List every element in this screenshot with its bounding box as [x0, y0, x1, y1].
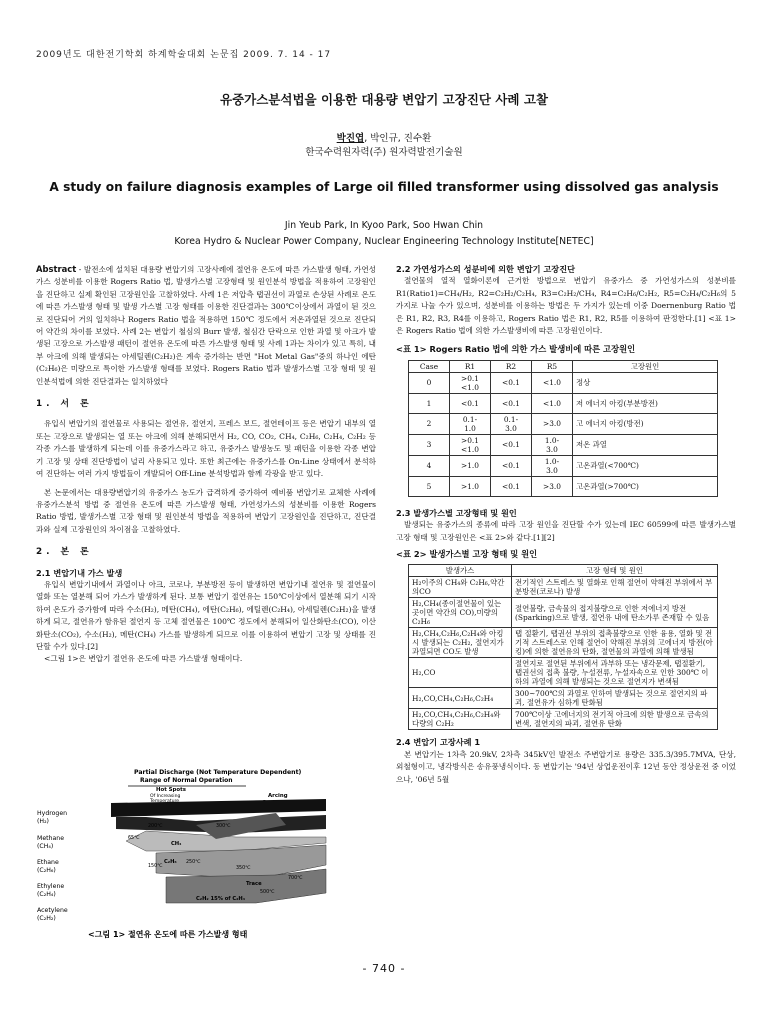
english-authors: Jin Yeub Park, In Kyoo Park, Soo Hwan Chin — [284, 220, 484, 231]
page-number: - 740 - — [362, 962, 406, 975]
header-case: Case — [409, 360, 450, 372]
section-2-4-title: 2.4 변압기 고장사례 1 — [396, 737, 481, 748]
cell-r2-line1: <0.1 — [502, 440, 520, 450]
gas-generation-chart — [36, 765, 336, 945]
table-row — [409, 476, 718, 496]
cell-case: 2 — [409, 413, 450, 434]
section-2-3-title: 2.3 발생가스별 고장형태 및 원인 — [396, 507, 517, 518]
cell-cause: 고온과열(<700℃) — [573, 455, 718, 476]
cell-r2-line1: <0.1 — [502, 461, 520, 471]
gas-formula-ethane: (C₂H₆) — [37, 867, 56, 874]
intro-paragraph-2: 본 논문에서는 대용량변압기의 유중가스 농도가 급격하게 증가하여 예비품 변압기로 교체한 사례에 유중가스분석 방법 중 절연유 온도에 따른 가스발생 형태, 가연성가스의 성분비를 이용한 Rogers Ratio 방법, 발생가스별 고장 형태 및 원인분석 방법을 적용하여 변압기 고장원인을 진단하고, 진단결과와 실제 고장원인의 차이점을 고찰하였다. — [36, 487, 376, 534]
section-2-2-text: 절연물의 열적 열화이론에 근거한 방법으로 변압기 유중가스 중 가연성가스의 성분비를 R1(Ratio1)=CH₄/H₂, R2=C₂H₂/C₂H₄, R3=C₂H₂/CH₄, R4=C₂H₆/C₂H₂, R5=C₂H₄/C₂H₆의 5가지로 나눌 수가 있으며, 성분비를 이용하는 방법은 두 가지가 있는데 이중 Doernenburg Ratio 법은 R1, R2, R3, R4를 이용하고, Rogers Ratio 법은 R1, R2, R5를 이용하여 판정한다.[1] <표 1>은 Rogers Ratio 법에 의한 가스발생비에 따른 고장원인이다. — [396, 276, 736, 336]
rogers-ratio-table — [408, 360, 718, 497]
cell-gas: H₂,CH₄(종이절연물이 있는 곳이면 약간의 CO),미량의 C₂H₆ — [409, 598, 512, 628]
figure-1 — [36, 765, 336, 945]
table-row — [409, 688, 718, 709]
cell-r2-line2: 3.0 — [505, 423, 517, 433]
cell-case: 0 — [409, 372, 450, 393]
conference-header: 2009년도 대한전기학회 하계학술대회 논문집 2009. 7. 14 - 17 — [36, 50, 332, 60]
table-row — [409, 372, 718, 393]
cell-r5-line1: >3.0 — [543, 481, 561, 491]
cell-gas: H₂,CO,CH₄,C₂H₆,C₂H₄ — [409, 688, 512, 709]
cell-r5 — [532, 434, 573, 455]
header-r1: R1 — [450, 360, 491, 372]
cell-fault-cause: 700℃이상 고에너지의 전기적 아크에 의한 발생으로 금속의 변색, 절연지의 파괴, 절연유 탄화 — [512, 709, 718, 730]
cell-r1-line1: >1.0 — [461, 461, 479, 471]
cell-case: 3 — [409, 434, 450, 455]
temp-label-500: 500℃ — [260, 890, 275, 895]
cell-cause: 저온 과열 — [573, 434, 718, 455]
inner-label-ch4: CH₄ — [171, 841, 182, 847]
inner-label-c2h6: C₂H₆ — [164, 859, 177, 865]
english-affiliation: Korea Hydro & Nuclear Power Company, Nuclear Engineering Technology Institute[NETEC] — [174, 236, 594, 247]
cell-r1 — [450, 476, 491, 496]
co-authors: , 박인규, 진수환 — [364, 133, 432, 144]
table-1-caption: <표 1> Rogers Ratio 법에 의한 가스 발생비에 따른 고장원인 — [396, 344, 636, 355]
table-row — [409, 628, 718, 658]
header-gas: 발생가스 — [409, 565, 512, 577]
gas-name-hydrogen: Hydrogen — [37, 810, 68, 817]
gas-fault-table — [408, 564, 718, 730]
cell-r5 — [532, 476, 573, 496]
abstract-label: Abstract — [36, 264, 77, 274]
temp-label-200: 200℃ — [148, 824, 163, 829]
table-row — [409, 455, 718, 476]
cell-r5-line2: 3.0 — [546, 444, 558, 454]
intro-heading: 1. 서 론 — [36, 399, 93, 410]
temp-label-150: 150℃ — [148, 864, 163, 869]
inner-label-c2h2: C₂H₂ 15% of C₂H₄ — [196, 896, 246, 902]
cell-r2 — [491, 455, 532, 476]
gas-formula-methane: (CH₄) — [37, 843, 54, 850]
hot-spots-label: Hot Spots — [156, 787, 186, 793]
cell-r2-line1: 0.1- — [503, 414, 519, 424]
arcing-label-1: Arcing — [268, 793, 288, 799]
cell-cause: 고온과열(>700℃) — [573, 476, 718, 496]
cell-r1 — [450, 455, 491, 476]
partial-discharge-label: Partial Discharge (Not Temperature Dependent) — [134, 769, 302, 776]
cell-r2 — [491, 434, 532, 455]
gas-formula-ethylene: (C₂H₄) — [37, 891, 56, 898]
section-2-4-text: 본 변압기는 1차측 20.9kV, 2차측 345kV인 발전소 주변압기로 용량은 335.3/395.7MVA, 단상, 외철형이고, 냉각방식은 송유풍냉식이다. 동 변압기는 '94년 상업운전이후 12년 동안 정상운전 중 이었으나, '06년 5월 — [396, 749, 736, 784]
cell-r5 — [532, 455, 573, 476]
gas-name-ethylene: Ethylene — [37, 883, 65, 890]
table-2-caption: <표 2> 발생가스별 고장 형태 및 원인 — [396, 549, 538, 560]
gas-name-methane: Methane — [37, 835, 65, 842]
cell-fault-cause: 탭 절환기, 탭권선 부위의 접촉불량으로 인한 융용, 열화 및 전기적 스트레스로 인해 절연이 약해진 부위의 고에너지 방전(아킹)에 의한 절연유의 탄화, 절연물의 과열에 의해 발생됨 — [512, 628, 718, 658]
cell-r5-line1: >3.0 — [543, 419, 561, 429]
gas-name-acetylene: Acetylene — [37, 907, 68, 914]
hydrogen-band — [111, 799, 326, 817]
cell-fault-cause: 300~700℃의 과열로 인하여 발생되는 것으로 절연지의 파괴, 절연유가 심하게 탄화됨 — [512, 688, 718, 709]
cell-case: 1 — [409, 393, 450, 413]
intro-paragraph-1: 유입식 변압기의 절연물로 사용되는 절연유, 절연지, 프레스 보드, 절연테이프 등은 변압기 내부의 열 또는 고장으로 발생되는 열 또는 아크에 의해 분해되면서 H₂, CO, CO₂, CH₄, C₂H₆, C₂H₄, C₂H₂ 등 각종 가스를 발생하게 되는데 이를 유중가스라고 하고, 유중가스 발생농도 및 패턴을 이용한 각종 변압기 고장 및 상태 진단방법이 널리 사용되고 있다. 또한 최근에는 유중가스를 On-Line 상태에서 분석하여 진단하는 여러 가지 방법들이 개발되어 Off-Line 분석방법과 함께 각광을 받고 있다. — [36, 419, 376, 479]
cell-fault-cause: 절연지로 절연된 부위에서 과부하 또는 냉각문제, 탭절환기, 탭권선의 접촉 불량, 누설전류, 누설자속으로 인한 300℃ 이하의 과열에 의해 발생되는 것으로 절연지가 변색됨 — [512, 658, 718, 688]
table-row — [409, 658, 718, 688]
cell-cause: 정상 — [573, 372, 718, 393]
cell-r1-line1: >0.1 — [461, 373, 479, 383]
abstract — [36, 263, 376, 388]
temp-label-350: 350℃ — [236, 866, 251, 871]
cell-r1-line2: <1.0 — [461, 444, 479, 454]
cell-r1-line1: <0.1 — [461, 398, 479, 408]
table-2-header-row — [409, 565, 718, 577]
cell-r2-line1: <0.1 — [502, 398, 520, 408]
right-column — [396, 263, 736, 786]
cell-r2-line1: <0.1 — [502, 378, 520, 388]
abstract-text: - 발전소에 설치된 대용량 변압기의 고장사례에 절연유 온도에 따른 가스발생 형태, 가연성가스 성분비를 이용한 Rogers Ratio 법, 발생가스별 고장형태 및 원인분석 방법을 적용하여 고장원인을 진단하고 실제 확인된 고장원인을 고찰하였다. 사례 1은 저압측 탭권선이 과열로 손상된 사례로 온도에 따른 가스발생 형태 및 발생 가스별 고장 형태를 이용한 진단결과는 300℃이상에서 과열이 된 것으로 진단되어 거의 일치하나 Rogers Ratio 법을 적용하면 150℃ 정도에서 저온과열된 것으로 진단되어 약간의 차이를 보였다. 사례 2는 변압기 철심의 Burr 발생, 철심간 단락으로 인한 과열 및 아크가 발생된 고장으로 가스발생 패턴이 절연유 온도에 따른 가스발생 형태 및 사례 1과는 차이가 있고 특히, 내부 아크에 의해 발생되는 아세틸렌(C₂H₂)은 계속 증가하는 반면 "Hot Metal Gas"중의 하나인 에탄(C₂H₆)은 미량으로 특이한 가스발생 형태를 보였다. Rogers Ratio 법과 발생가스별 고장 형태 및 원인분석법에 의한 진단결과는 일치하였다 — [36, 265, 376, 386]
temp-label-700: 700℃ — [288, 876, 303, 881]
section-2-3-text: 발생되는 유중가스의 종류에 따라 고장 원인을 진단할 수가 있는데 IEC 60599에 따른 발생가스별 고장 형태 및 고장원인은 <표 2>와 같다.[1][2] — [396, 520, 736, 542]
table-1-header-row — [409, 360, 718, 372]
figure-1-caption: <그림 1> 절연유 온도에 따른 가스발생 형태 — [88, 930, 248, 939]
cell-r5 — [532, 413, 573, 434]
english-title: A study on failure diagnosis examples of Large oil filled transformer using dissolved gas analysis — [49, 180, 719, 194]
korean-affiliation: 한국수력원자력(주) 원자력발전기술원 — [305, 147, 463, 158]
cell-r2 — [491, 393, 532, 413]
korean-title: 유중가스분석법을 이용한 대용량 변압기 고장진단 사례 고찰 — [220, 92, 548, 107]
cell-r1-line2: 1.0 — [464, 423, 476, 433]
cell-gas: H₂,CO,CH₄,C₂H₆,C₂H₄와 다량의 C₂H₂ — [409, 709, 512, 730]
cell-r2-line1: <0.1 — [502, 481, 520, 491]
cell-r5-line1: <1.0 — [543, 378, 561, 388]
gas-formula-hydrogen: (H₂) — [37, 818, 49, 825]
section-2-1-text: 유입식 변압기내에서 과열이나 아크, 코로나, 부분방전 등이 발생하면 변압기내 절연유 및 절연물이 열화 또는 열분해 되어 가스가 발생하게 된다. 보통 변압기 절연유는 150℃이상에서 열분해 되기 시작하여 온도가 증가함에 따라 수소(H₂), 메탄(CH₄), 에탄(C₂H₆), 에틸렌(C₂H₄), 아세틸렌(C₂H₂)을 발생하게 되고, 절연유가 함유된 절연지 등 고체 절연물은 100℃ 정도에서 분해되어 일산화탄소(CO), 이산화탄소(CO₂), 수소(H₂), 메탄(CH₄) 가스를 발생하게 되므로 이를 이용하여 변압기 고장 및 상태를 진단할 수가 있다.[2] — [36, 579, 376, 651]
body-heading: 2. 본 론 — [36, 547, 93, 558]
cell-cause: 저 에너지 아킹(부분방전) — [573, 393, 718, 413]
cell-r5-line1: 1.0- — [544, 456, 560, 466]
cell-r1 — [450, 393, 491, 413]
section-2-2-title: 2.2 가연성가스의 성분비에 의한 변압기 고장진단 — [396, 264, 576, 274]
lead-author: 박진엽 — [336, 133, 365, 144]
header-cause: 고장원인 — [573, 360, 718, 372]
left-column — [36, 263, 376, 666]
header-r5: R5 — [532, 360, 573, 372]
section-2-1-title: 2.1 변압기내 가스 발생 — [36, 567, 123, 578]
table-row — [409, 577, 718, 598]
cell-r1-line1: >1.0 — [461, 481, 479, 491]
cell-r2 — [491, 413, 532, 434]
hot-spots-sub-1: Of Increasing — [150, 794, 181, 799]
gas-name-ethane: Ethane — [37, 859, 59, 866]
table-row — [409, 434, 718, 455]
temp-label-300: 300℃ — [216, 824, 231, 829]
cell-r1 — [450, 434, 491, 455]
cell-fault-cause: 절연불량, 금속물의 접지불량으로 인한 저에너지 방전(Sparking)으로 발생, 절연유 내에 탄소가루 존재할 수 있음 — [512, 598, 718, 628]
temp-label-65: 65℃ — [128, 836, 140, 841]
figure-1-reference: <그림 1>은 변압기 절연유 온도에 따른 가스발생 형태이다. — [44, 654, 243, 664]
gas-formula-acetylene: (C₂H₂) — [37, 915, 56, 922]
hot-spots-sub-2: Temperature — [150, 799, 180, 804]
inner-label-trace: Trace — [246, 881, 262, 887]
temp-label-250: 250℃ — [186, 860, 201, 865]
cell-r5 — [532, 393, 573, 413]
cell-r5-line1: <1.0 — [543, 398, 561, 408]
table-row — [409, 709, 718, 730]
cell-r5-line2: 3.0 — [546, 465, 558, 475]
table-row — [409, 598, 718, 628]
korean-authors — [0, 130, 768, 144]
table-row — [409, 413, 718, 434]
cell-r2 — [491, 372, 532, 393]
cell-gas: H₂,CH₄,C₂H₆,C₂H₄와 아킹시 발생되는 C₂H₂, 절연지가 과열되면 CO도 발생 — [409, 628, 512, 658]
cell-r5-line1: 1.0- — [544, 435, 560, 445]
cell-case: 4 — [409, 455, 450, 476]
cell-r5 — [532, 372, 573, 393]
cell-r1 — [450, 372, 491, 393]
cell-r1-line1: 0.1- — [462, 414, 478, 424]
cell-r1 — [450, 413, 491, 434]
cell-r1-line2: <1.0 — [461, 382, 479, 392]
header-fault-cause: 고장 형태 및 원인 — [512, 565, 718, 577]
normal-operation-label: Range of Normal Operation — [140, 777, 233, 784]
table-row — [409, 393, 718, 413]
cell-r2 — [491, 476, 532, 496]
cell-fault-cause: 전기적인 스트레스 및 열화로 인해 절연이 약해진 부위에서 부분방전(코로나) 발생 — [512, 577, 718, 598]
header-r2: R2 — [491, 360, 532, 372]
cell-cause: 고 에너지 아킹(방전) — [573, 413, 718, 434]
cell-gas: H₂이주의 CH₄와 C₂H₆,약간의CO — [409, 577, 512, 598]
cell-r1-line1: >0.1 — [461, 435, 479, 445]
cell-gas: H₂,CO — [409, 658, 512, 688]
cell-case: 5 — [409, 476, 450, 496]
